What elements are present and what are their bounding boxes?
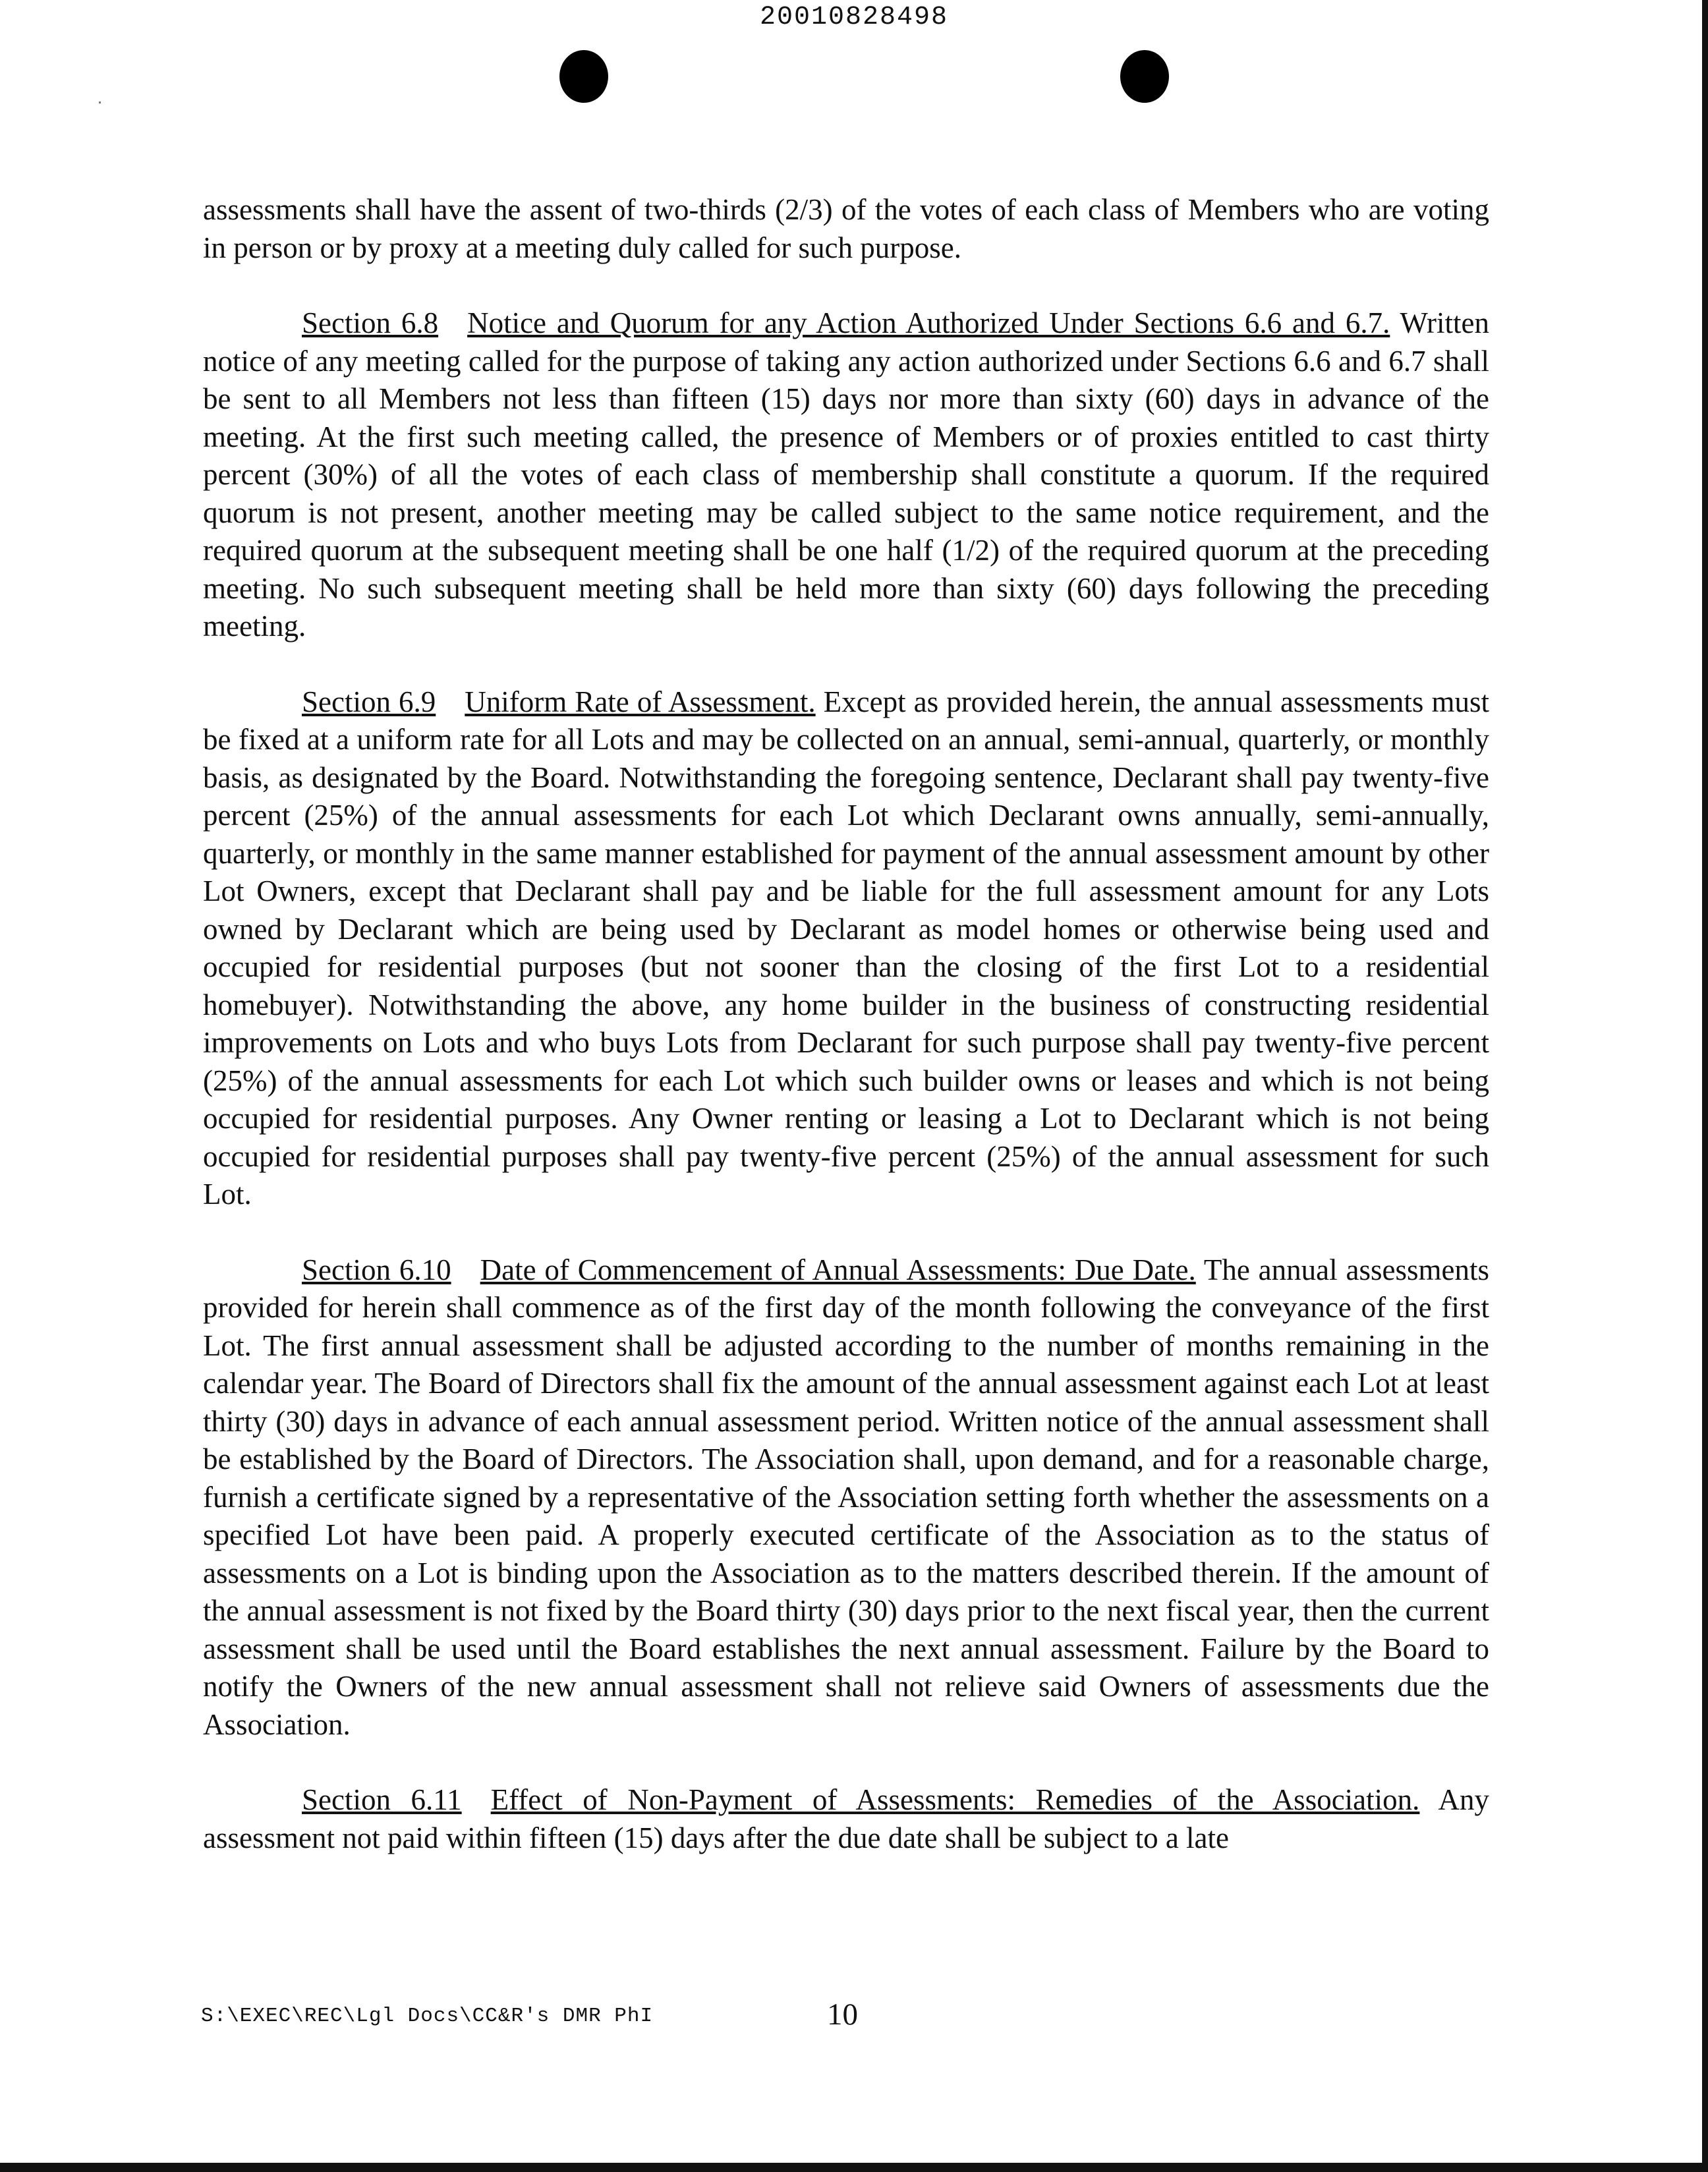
page-number: 10 — [827, 1997, 858, 2032]
section-title: Uniform Rate of Assessment. — [465, 685, 816, 718]
document-body — [203, 191, 1489, 1895]
section-6-8 — [203, 304, 1489, 646]
section-number: Section 6.11 — [302, 1783, 462, 1816]
paragraph-continuation — [203, 191, 1489, 267]
section-text: Written notice of any meeting called for the purpose of taking any action authorized under Sections 6.6 and 6.7 shall be sent to all Members not less than fifteen (15) days nor more than sixty (60) days in advance of the meeting. At the first such meeting called, the presence of Members or of proxies entitled to cast thirty percent (30%) of all the votes of each class of membership shall constitute a quorum. If the required quorum is not present, another meeting may be called subject to the same notice requirement, and the required quorum at the subsequent meeting shall be one half (1/2) of the required quorum at the preceding meeting. No such subsequent meeting shall be held more than sixty (60) days following the preceding meeting. — [203, 306, 1489, 643]
section-6-10 — [203, 1251, 1489, 1744]
section-number: Section 6.10 — [302, 1253, 451, 1286]
section-6-9 — [203, 683, 1489, 1214]
section-title: Effect of Non-Payment of Assessments: Remedies of the Association. — [490, 1783, 1420, 1816]
section-title: Date of Commencement of Annual Assessments: Due Date. — [480, 1253, 1196, 1286]
section-title: Notice and Quorum for any Action Authorized Under Sections 6.6 and 6.7. — [467, 306, 1390, 339]
scan-border-right — [1702, 0, 1708, 2172]
page-footer — [201, 1997, 1493, 2036]
section-text: Any assessment not paid within fifteen (15) days after the due date shall be subject to a late — [203, 1783, 1490, 1854]
paragraph-text: assessments shall have the assent of two-thirds (2/3) of the votes of each class of Members who are voting in person or by proxy at a meeting duly called for such purpose. — [203, 193, 1489, 264]
section-text: Except as provided herein, the annual assessments must be fixed at a uniform rate for all Lots and may be collected on an annual, semi-annual, quarterly, or monthly basis, as designated by the Board. Notwithstanding the foregoing sentence, Declarant shall pay twenty-five percent (25%) of the annual assessments for each Lot which Declarant owns annually, semi-annually, quarterly, or monthly in the same manner established for payment of the annual assessment amount by other Lot Owners, except that Declarant shall pay and be liable for the full assessment amount for any Lots owned by Declarant which are being used by Declarant as model homes or otherwise being used and occupied for residential purposes (but not sooner than the closing of the first Lot to a residential homebuyer). Notwithstanding the above, any home builder in the business of constructing residential improvements on Lots and who buys Lots from Declarant for such purpose shall pay twenty-five percent (25%) of the annual assessments for each Lot which such builder owns or leases and which is not being occupied for residential purposes. Any Owner renting or leasing a Lot to Declarant which is not being occupied for residential purposes shall pay twenty-five percent (25%) of the annual assessment for such Lot. — [203, 685, 1490, 1211]
section-number: Section 6.8 — [302, 306, 439, 339]
punch-hole-left — [559, 50, 608, 103]
file-path: S:\EXEC\REC\Lgl Docs\CC&R's DMR PhI — [201, 2005, 654, 2028]
scan-speck — [99, 101, 101, 103]
punch-hole-right — [1120, 50, 1169, 103]
scan-border-bottom — [0, 2163, 1708, 2172]
section-6-11 — [203, 1781, 1489, 1857]
section-number: Section 6.9 — [302, 685, 436, 718]
section-text: The annual assessments provided for herein shall commence as of the first day of the month following the conveyance of the first Lot. The first annual assessment shall be adjusted according to the number of months remaining in the calendar year. The Board of Directors shall fix the amount of the annual assessment against each Lot at least thirty (30) days in advance of each annual assessment period. Written notice of the annual assessment shall be established by the Board of Directors. The Association shall, upon demand, and for a reasonable charge, furnish a certificate signed by a representative of the Association setting forth whether the assessments on a specified Lot have been paid. A properly executed certificate of the Association as to the status of assessments on a Lot is binding upon the Association as to the matters described therein. If the amount of the annual assessment is not fixed by the Board thirty (30) days prior to the next fiscal year, then the current assessment shall be used until the Board establishes the next annual assessment. Failure by the Board to notify the Owners of the new annual assessment shall not relieve said Owners of assessments due the Association. — [203, 1253, 1489, 1741]
document-number: 20010828498 — [759, 3, 949, 32]
